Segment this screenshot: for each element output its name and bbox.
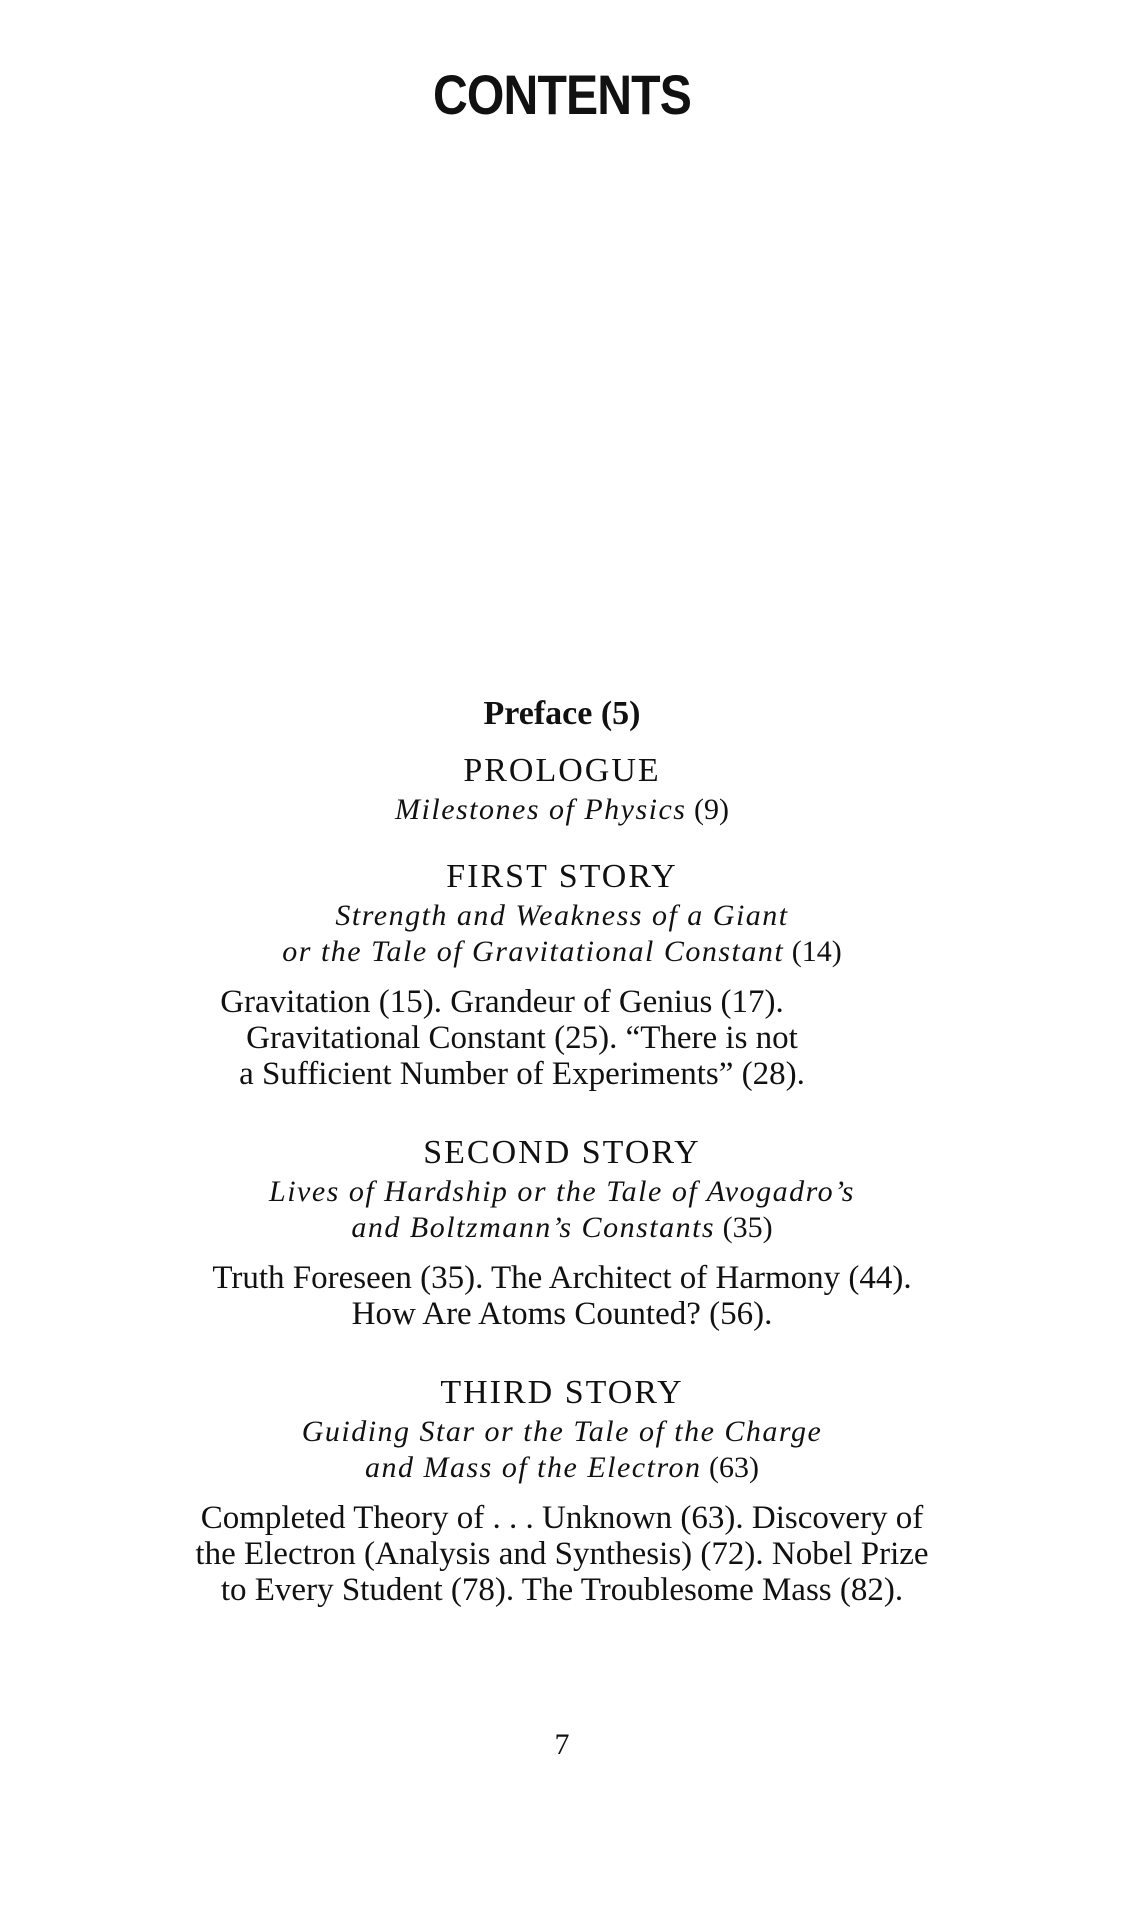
- section-line: a Sufficient Number of Experiments” (28).: [239, 1056, 805, 1092]
- section-line: How Are Atoms Counted? (56).: [351, 1296, 773, 1332]
- first-story-block: [60, 856, 1064, 1092]
- section-line: to Every Student (78). The Troublesome Mass (82).: [220, 1572, 904, 1608]
- prologue-block: [60, 750, 1064, 828]
- second-story-title-text: Lives of Hardship or the Tale of Avogadro’s: [269, 1175, 855, 1208]
- first-story-title-page: (14): [791, 935, 842, 968]
- third-story-title-text: and Mass of the Electron: [365, 1451, 702, 1484]
- first-story-label: FIRST STORY: [446, 858, 678, 895]
- preface-entry: Preface (5): [483, 695, 641, 732]
- third-story-title-line: [60, 1450, 1064, 1486]
- section-line: the Electron (Analysis and Synthesis) (72). Nobel Prize: [195, 1536, 929, 1572]
- section-line: Gravitation (15). Grandeur of Genius (17).: [220, 984, 784, 1020]
- first-story-title-line: [60, 934, 1064, 970]
- section-line: Completed Theory of . . . Unknown (63). Discovery of: [200, 1500, 924, 1536]
- third-story-block: [60, 1372, 1064, 1608]
- second-story-title-line: [60, 1174, 1064, 1210]
- table-of-contents: [60, 694, 1064, 1608]
- prologue-title: Milestones of Physics: [395, 793, 687, 826]
- first-story-title-line: [60, 898, 1064, 934]
- third-story-title-text: Guiding Star or the Tale of the Charge: [301, 1415, 823, 1448]
- section-line: Gravitational Constant (25). “There is not: [246, 1020, 798, 1056]
- second-story-block: [60, 1132, 1064, 1332]
- second-story-title-line: [60, 1210, 1064, 1246]
- second-story-sections: [60, 1260, 1064, 1332]
- first-story-sections: [0, 984, 1004, 1092]
- prologue-title-line: [60, 792, 1064, 828]
- prologue-page: (9): [693, 793, 729, 826]
- third-story-label: THIRD STORY: [440, 1374, 684, 1411]
- page-number: 7: [554, 1728, 570, 1761]
- first-story-title-text: or the Tale of Gravitational Constant: [282, 935, 785, 968]
- section-line: Truth Foreseen (35). The Architect of Harmony (44).: [212, 1260, 912, 1296]
- second-story-title-text: and Boltzmann’s Constants: [351, 1211, 716, 1244]
- third-story-title-line: [60, 1414, 1064, 1450]
- third-story-title-page: (63): [709, 1451, 759, 1484]
- prologue-label: PROLOGUE: [463, 752, 661, 789]
- third-story-sections: [60, 1500, 1064, 1608]
- second-story-title-page: (35): [722, 1211, 773, 1244]
- contents-heading: CONTENTS: [433, 63, 691, 126]
- first-story-title-text: Strength and Weakness of a Giant: [335, 899, 789, 932]
- second-story-label: SECOND STORY: [423, 1134, 701, 1171]
